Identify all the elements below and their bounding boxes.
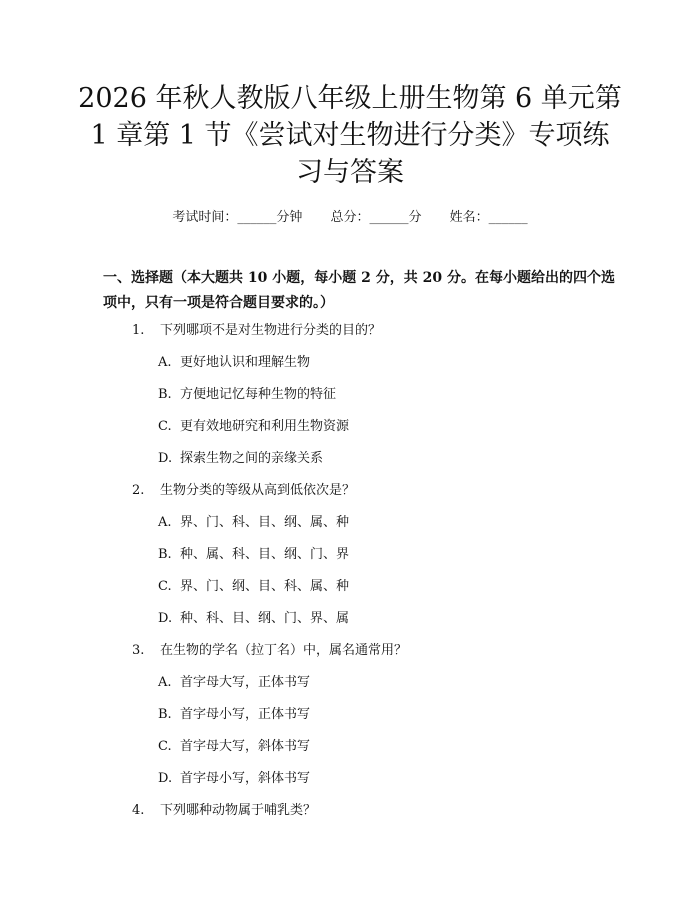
exam-info-bar <box>0 206 700 225</box>
option-letter: B. <box>158 707 172 722</box>
title-line-2: 1 章第 1 节《尝试对生物进行分类》专项练 <box>90 120 610 151</box>
question-text: 下列哪项不是对生物进行分类的目的？ <box>160 323 382 338</box>
question-text: 生物分类的等级从高到低依次是？ <box>160 483 356 498</box>
section-header-line-1: 一、选择题（本大题共 10 小题，每小题 2 分，共 20 分。在每小题给出的四个选 <box>103 270 615 286</box>
option-1-a <box>158 351 310 370</box>
option-text: 首字母小写，斜体书写 <box>180 771 311 786</box>
option-2-a <box>158 511 349 530</box>
option-letter: C. <box>158 739 172 754</box>
exam-name: 姓名：______ <box>449 210 528 225</box>
option-letter: A. <box>158 675 172 690</box>
option-letter: C. <box>158 579 172 594</box>
title-line-1: 2026 年秋人教版八年级上册生物第 6 单元第 <box>78 83 622 114</box>
option-letter: C. <box>158 419 172 434</box>
question-number: 1. <box>132 323 145 338</box>
option-text: 种、属、科、目、纲、门、界 <box>180 547 350 562</box>
option-text: 种、科、目、纲、门、界、属 <box>180 611 350 626</box>
question-4 <box>132 799 316 818</box>
option-2-c <box>158 575 349 594</box>
option-letter: D. <box>158 451 173 466</box>
section-header <box>103 266 615 316</box>
option-text: 探索生物之间的亲缘关系 <box>180 451 324 466</box>
option-3-a <box>158 671 310 690</box>
question-3 <box>132 639 407 658</box>
option-3-b <box>158 703 310 722</box>
option-letter: D. <box>158 771 173 786</box>
question-number: 3. <box>132 643 145 658</box>
option-letter: D. <box>158 611 173 626</box>
question-2 <box>132 479 355 498</box>
option-text: 方便地记忆每种生物的特征 <box>180 387 337 402</box>
option-text: 界、门、科、目、纲、属、种 <box>180 515 350 530</box>
option-3-d <box>158 767 310 786</box>
option-text: 更好地认识和理解生物 <box>180 355 311 370</box>
option-text: 首字母小写，正体书写 <box>180 707 311 722</box>
option-letter: B. <box>158 547 172 562</box>
question-text: 在生物的学名（拉丁名）中，属名通常用？ <box>160 643 408 658</box>
option-letter: A. <box>158 355 172 370</box>
option-2-b <box>158 543 349 562</box>
option-1-d <box>158 447 323 466</box>
option-1-b <box>158 383 336 402</box>
question-text: 下列哪种动物属于哺乳类？ <box>160 803 317 818</box>
option-text: 首字母大写，斜体书写 <box>180 739 311 754</box>
section-header-line-2: 项中，只有一项是符合题目要求的。） <box>103 295 334 311</box>
option-3-c <box>158 735 310 754</box>
option-letter: A. <box>158 515 172 530</box>
exam-time: 考试时间：______分钟 <box>172 210 303 225</box>
question-number: 4. <box>132 803 145 818</box>
exam-score: 总分：______分 <box>330 210 422 225</box>
question-1 <box>132 319 381 338</box>
option-text: 首字母大写，正体书写 <box>180 675 311 690</box>
option-2-d <box>158 607 349 626</box>
title-line-3: 习与答案 <box>296 157 404 188</box>
option-text: 界、门、纲、目、科、属、种 <box>180 579 350 594</box>
option-letter: B. <box>158 387 172 402</box>
question-number: 2. <box>132 483 145 498</box>
document-title <box>60 80 640 191</box>
option-text: 更有效地研究和利用生物资源 <box>180 419 350 434</box>
option-1-c <box>158 415 349 434</box>
